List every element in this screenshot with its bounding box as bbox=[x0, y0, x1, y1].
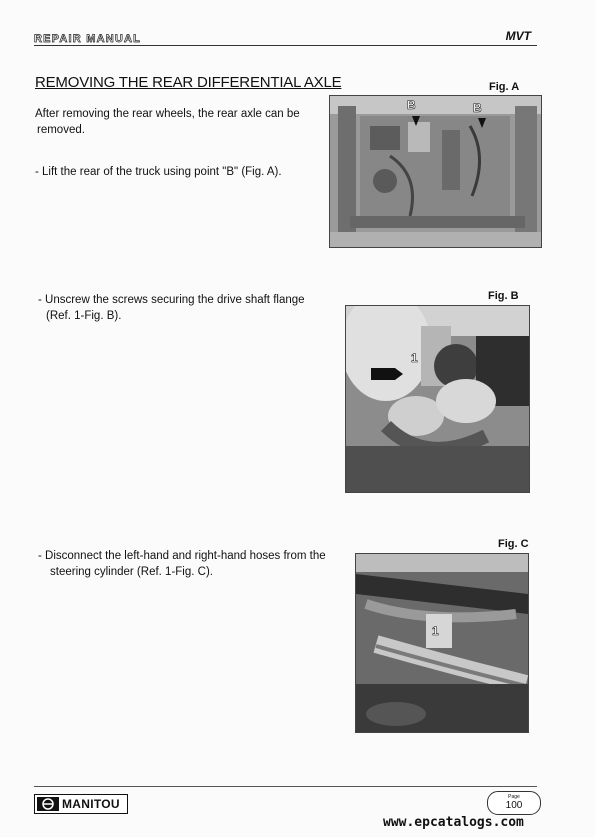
step-lift bbox=[35, 164, 282, 180]
watermark-url: www.epcatalogs.com bbox=[383, 815, 524, 830]
step-disconnect bbox=[38, 548, 326, 580]
manitou-logo-icon bbox=[37, 797, 59, 811]
fig-c-label: Fig. C bbox=[498, 538, 529, 550]
fig-b-label: Fig. B bbox=[488, 290, 519, 302]
fig-b-photo bbox=[345, 305, 530, 493]
step-disconnect-line-1: - Disconnect the left-hand and right-hand hoses from the bbox=[38, 550, 326, 562]
manual-title: REPAIR MANUAL bbox=[34, 33, 142, 45]
step-unscrew-line-1: - Unscrew the screws securing the drive shaft flange bbox=[38, 294, 305, 306]
page-number-badge bbox=[487, 791, 541, 815]
step-lift-line-1: - Lift the rear of the truck using point "B" (Fig. A). bbox=[35, 166, 282, 178]
brand-name: MANITOU bbox=[62, 797, 120, 811]
header-rule bbox=[34, 45, 537, 46]
step-disconnect-line-2: steering cylinder (Ref. 1-Fig. C). bbox=[50, 566, 213, 578]
fig-c-callout-1: 1 bbox=[432, 624, 439, 638]
footer-rule bbox=[34, 786, 537, 787]
step-unscrew-line-2: (Ref. 1-Fig. B). bbox=[46, 310, 122, 322]
page-caption: Page bbox=[508, 794, 520, 800]
manitou-logo bbox=[34, 794, 128, 814]
step-intro-line-1: After removing the rear wheels, the rear axle can be bbox=[35, 108, 300, 120]
section-title: REMOVING THE REAR DIFFERENTIAL AXLE bbox=[35, 74, 342, 91]
fig-a-callout-b-2: B bbox=[473, 101, 482, 115]
page-number: 100 bbox=[505, 800, 523, 811]
fig-a-label: Fig. A bbox=[489, 81, 520, 93]
fig-c-photo bbox=[355, 553, 529, 733]
fig-b-callout-1: 1 bbox=[411, 351, 418, 365]
model-name: MVT bbox=[505, 29, 531, 43]
step-intro-line-2: removed. bbox=[37, 124, 85, 136]
fig-a-callout-b-1: B bbox=[407, 98, 416, 112]
step-unscrew bbox=[38, 292, 305, 324]
fig-a-photo bbox=[329, 95, 542, 248]
step-intro bbox=[35, 106, 300, 138]
